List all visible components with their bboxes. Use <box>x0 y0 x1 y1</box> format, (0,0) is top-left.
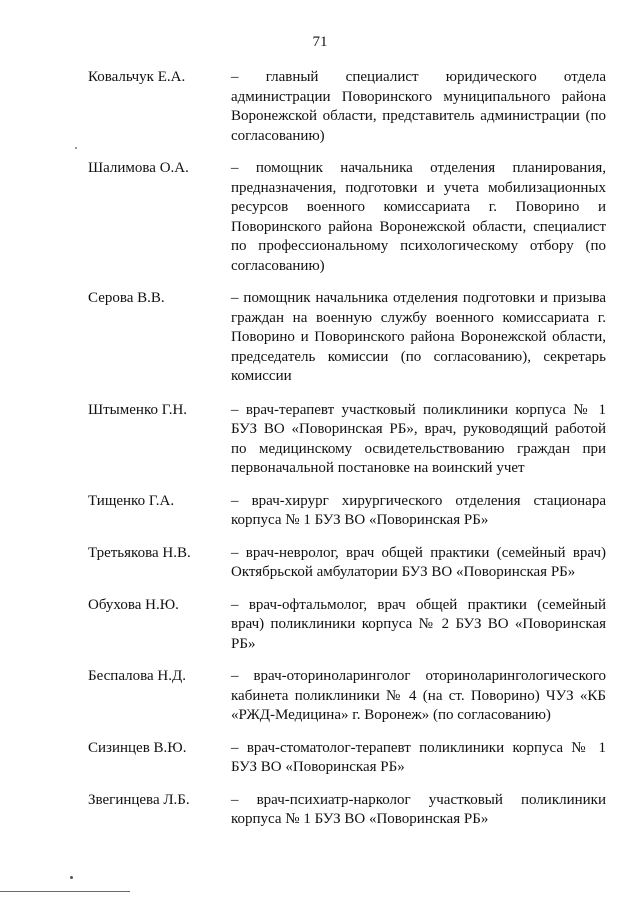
list-item <box>88 159 606 276</box>
member-description: – помощник начальника отделения планирования, предназначения, подготовки и учета мобилизационных ресурсов военного комиссариата г. Поворино и Поворинского района Воронежской области, специалист по профессиональному психологическому отбору (по согласованию) <box>231 160 606 274</box>
list-item <box>88 791 606 830</box>
scan-speck <box>70 876 73 879</box>
member-name: Третьякова Н.В. <box>88 544 191 561</box>
member-name: Беспалова Н.Д. <box>88 668 186 684</box>
list-item <box>88 401 606 479</box>
member-description: – врач-хирург хирургического отделения стационара корпуса № 1 БУЗ ВО «Поворинская РБ» <box>231 492 606 528</box>
member-name: Обухова Н.Ю. <box>88 596 179 613</box>
footnote-rule <box>0 891 130 892</box>
list-item <box>88 596 606 655</box>
scan-speck <box>75 147 77 149</box>
list-item <box>88 667 606 726</box>
member-description: – врач-оториноларинголог оториноларингологического кабинета поликлиники № 4 (на ст. Поворино) ЧУЗ «КБ «РЖД-Медицина» г. Воронеж» (по согласованию) <box>231 668 606 723</box>
page-number: 71 <box>312 34 328 50</box>
member-name: Звегинцева Л.Б. <box>88 791 190 808</box>
member-description: – врач-терапевт участковый поликлиники корпуса № 1 БУЗ ВО «Поворинская РБ», врач, руководящий работой по медицинскому освидетельствованию граждан при первоначальной постановке на воинский учет <box>231 401 606 476</box>
member-name: Штыменко Г.Н. <box>88 401 188 418</box>
list-item <box>88 492 606 531</box>
member-description: – врач-психиатр-нарколог участковый поликлиники корпуса № 1 БУЗ ВО «Поворинская РБ» <box>231 791 606 827</box>
member-description: – врач-офтальмолог, врач общей практики (семейный врач) поликлиники корпуса № 2 БУЗ ВО «Поворинская РБ» <box>231 596 606 652</box>
member-name: Сизинцев В.Ю. <box>88 739 187 756</box>
commission-member-list <box>88 68 606 830</box>
list-item <box>88 289 606 387</box>
member-description: – главный специалист юридического отдела администрации Поворинского муниципального района Воронежской области, представитель администрации (по согласованию) <box>231 69 606 144</box>
member-description: – врач-стоматолог-терапевт поликлиники корпуса № 1 БУЗ ВО «Поворинская РБ» <box>231 739 606 775</box>
list-item <box>88 739 606 778</box>
member-description: – врач-невролог, врач общей практики (семейный врач) Октябрьской амбулатории БУЗ ВО «Поворинская РБ» <box>231 544 606 580</box>
member-name: Ковальчук Е.А. <box>88 69 186 85</box>
list-item <box>88 68 606 146</box>
member-name: Шалимова О.А. <box>88 160 189 176</box>
member-name: Тищенко Г.А. <box>88 492 175 509</box>
member-name: Серова В.В. <box>88 290 165 306</box>
list-item <box>88 544 606 583</box>
member-description: – помощник начальника отделения подготовки и призыва граждан на военную службу военного комиссариата г. Поворино и Поворинского района Воронежской области, председатель комиссии (по согласованию), секретарь комиссии <box>231 290 606 384</box>
